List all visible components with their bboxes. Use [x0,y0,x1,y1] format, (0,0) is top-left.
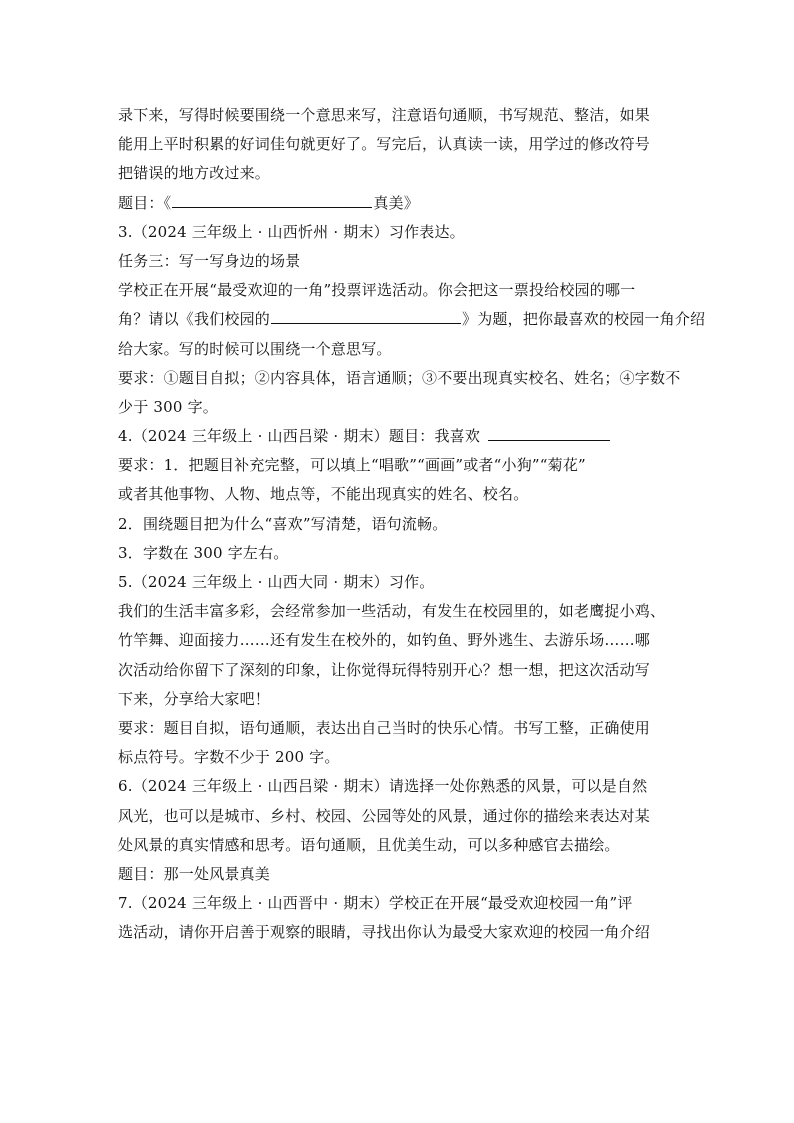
text-line: 要求：①题目自拟；②内容具体，语言通顺；③不要出现真实校名、姓名；④字数不 [118,368,681,387]
text-line: 2．围绕题目把为什么“喜欢”写清楚，语句流畅。 [118,514,448,533]
text-line: 题目：那一处风景真美 [118,864,271,883]
text-line: 任务三：写一写身边的场景 [118,251,301,270]
text-segment: 4.（2024 三年级上 · 山西吕梁 · 期末）题目：我喜欢 [118,427,481,446]
question-heading: 3.（2024 三年级上 · 山西忻州 · 期末）习作表达。 [118,222,465,241]
text-line: 学校正在开展“最受欢迎的一角”投票评选活动。你会把这一票投给校园的哪一 [118,281,636,300]
question-heading: 6.（2024 三年级上 · 山西吕梁 · 期末）请选择一处你熟悉的风景，可以是自然 [118,777,648,796]
text-line: 要求：题目自拟，语句通顺，表达出自己当时的快乐心情。书写工整，正确使用 [118,718,651,737]
text-segment: 题目：《 [118,193,172,212]
text-line: 录下来，写得时候要围绕一个意思来写，注意语句通顺，书写规范、整洁，如果 [118,106,651,124]
text-line: 3．字数在 300 字左右。 [118,543,289,562]
text-line: 把错误的地方改过来。 [118,164,271,183]
text-line: 处风景的真实情感和思考。语句通顺，且优美生动，可以多种感官去描绘。 [118,835,620,854]
text-line: 或者其他事物、人物、地点等，不能出现真实的姓名、校名。 [118,485,529,504]
text-segment: 真美》 [373,193,419,212]
text-line: 给大家。写的时候可以围绕一个意思写。 [118,339,392,358]
text-line: 要求：1．把题目补充完整，可以填上“唱歌”“画画”或者“小狗”“菊花” [118,456,586,475]
question-heading: 7.（2024 三年级上 · 山西晋中 · 期末）学校正在开展“最受欢迎校园一角”评 [118,894,633,913]
text-line: 我们的生活丰富多彩，会经常参加一些活动，有发生在校园里的，如老鹰捉小鸡、 [118,602,666,621]
text-segment: 角？请以《我们校园的 [118,310,271,329]
document-page [118,101,706,947]
fill-in-blank[interactable] [172,189,372,208]
text-line: 标点符号。字数不少于 200 字。 [118,748,340,767]
text-line: 少于 300 字。 [118,397,218,416]
text-line: 次活动给你留下了深刻的印象，让你觉得玩得特别开心？想一想，把这次活动写 [118,660,651,679]
text-line: 能用上平时积累的好词佳句就更好了。写完后，认真读一读，用学过的修改符号 [118,135,651,154]
text-line: 竹竿舞、迎面接力……还有发生在校外的，如钓鱼、野外逃生、去游乐场……哪 [118,631,651,650]
text-line: 下来，分享给大家吧！ [118,689,271,708]
fill-in-blank[interactable] [271,305,461,324]
question-heading: 5.（2024 三年级上 · 山西大同 · 期末）习作。 [118,573,435,591]
fill-in-blank[interactable] [488,422,610,441]
question-heading-with-blank [118,422,688,451]
text-line: 风光，也可以是城市、乡村、校园、公园等处的风景，通过你的描绘来表达对某 [118,806,651,825]
text-line: 选活动，请你开启善于观察的眼睛，寻找出你认为最受大家欢迎的校园一角介绍 [118,923,651,942]
text-line-with-blank [118,305,706,334]
text-segment: 》为题，把你最喜欢的校园一角介绍 [462,310,706,329]
title-line-with-blank [118,189,688,218]
